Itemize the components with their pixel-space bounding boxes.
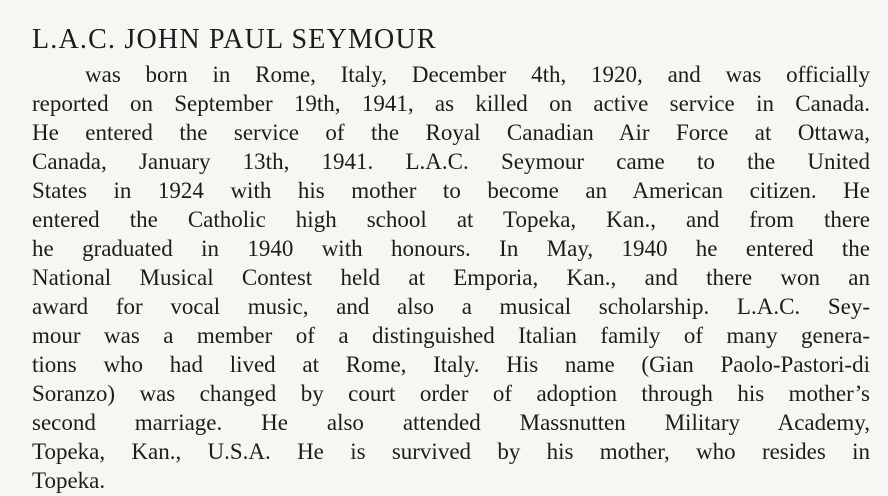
text-line: second marriage. He also attended Massnutten Military Academy, <box>32 410 870 435</box>
text-line: He entered the service of the Royal Canadian Air Force at Ottawa, <box>32 120 870 145</box>
page-title: L.A.C. JOHN PAUL SEYMOUR <box>32 24 437 55</box>
text-line: Topeka, Kan., U.S.A. He is survived by his mother, who resides in <box>32 439 870 464</box>
text-line: tions who had lived at Rome, Italy. His name (Gian Paolo-Pastori-di <box>32 352 870 377</box>
text-line: he graduated in 1940 with honours. In May, 1940 he entered the <box>32 236 870 261</box>
biography-paragraph <box>32 60 870 495</box>
text-line: Topeka. <box>32 468 106 493</box>
text-line: National Musical Contest held at Emporia, Kan., and there won an <box>32 265 870 290</box>
text-line: States in 1924 with his mother to become an American citizen. He <box>32 178 870 203</box>
text-line: Soranzo) was changed by court order of adoption through his mother’s <box>32 381 870 406</box>
text-line: was born in Rome, Italy, December 4th, 1920, and was officially <box>85 62 870 87</box>
text-line: reported on September 19th, 1941, as killed on active service in Canada. <box>32 91 870 116</box>
text-line: award for vocal music, and also a musical scholarship. L.A.C. Sey- <box>32 294 870 319</box>
text-line: entered the Catholic high school at Topeka, Kan., and from there <box>32 207 870 232</box>
text-line: mour was a member of a distinguished Italian family of many genera- <box>32 323 870 348</box>
text-line: Canada, January 13th, 1941. L.A.C. Seymour came to the United <box>32 149 870 174</box>
